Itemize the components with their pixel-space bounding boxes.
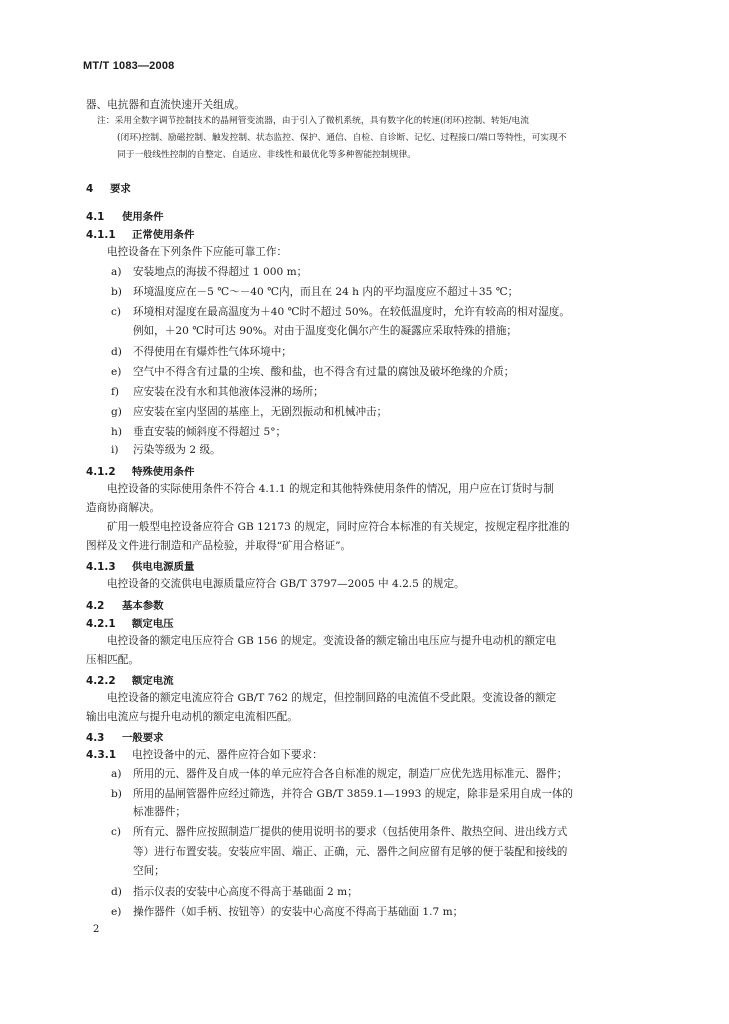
section-4-2-2-heading: 4.2.2 额定电流 xyxy=(86,675,174,687)
paragraph: 图样及文件进行制造和产品检验，并取得“矿用合格证”。 xyxy=(86,540,352,552)
list-item: e) 空气中不得含有过量的尘埃、酸和盐，也不得含有过量的腐蚀及破坏绝缘的介质； xyxy=(111,366,515,378)
list-item: 标准器件； xyxy=(133,806,186,818)
list-item: 空间； xyxy=(133,865,165,877)
list-item: i) 污染等级为 2 级。 xyxy=(111,444,221,456)
paragraph: 电控设备在下列条件下应能可靠工作： xyxy=(107,246,288,258)
paragraph: 矿用一般型电控设备应符合 GB 12173 的规定，同时应符合本标准的有关规定，按规定程序批准的 xyxy=(107,521,570,533)
list-item: e) 操作器件（如手柄、按钮等）的安装中心高度不得高于基础面 1.7 m； xyxy=(111,906,464,918)
section-4-2-1-heading: 4.2.1 额定电压 xyxy=(86,618,174,630)
paragraph: 电控设备的额定电流应符合 GB/T 762 的规定，但控制回路的电流值不受此限。变流设备的额定 xyxy=(107,692,557,704)
note-line: 注：采用全数字调节控制技术的晶闸管变流器，由于引入了微机系统，具有数字化的转速(闭环)控制、转矩/电流 xyxy=(97,116,530,126)
paragraph: 输出电流应与提升电动机的额定电流相匹配。 xyxy=(86,711,298,723)
page-number: 2 xyxy=(93,924,100,935)
continuation-text: 器、电抗器和直流快速开关组成。 xyxy=(86,99,245,111)
list-item: c) 环境相对湿度在最高温度为＋40 ℃时不超过 50%。在较低温度时，允许有较高的相对湿度。 xyxy=(111,306,570,318)
paragraph: 电控设备的实际使用条件不符合 4.1.1 的规定和其他特殊使用条件的情况，用户应在订货时与制 xyxy=(107,483,554,495)
note-line: 同于一般线性控制的自整定、自适应、非线性和最优化等多种智能控制规律。 xyxy=(117,150,417,160)
list-item: h) 垂直安装的倾斜度不得超过 5°； xyxy=(111,426,287,438)
section-4-1-1-heading: 4.1.1 正常使用条件 xyxy=(86,229,195,241)
section-4-heading: 4 要求 xyxy=(86,183,131,195)
list-item: 等）进行布置安装。安装应牢固、端正、正确，元、器件之间应留有足够的便于装配和接线的 xyxy=(133,846,568,858)
list-item: d) 不得使用在有爆炸性气体环境中； xyxy=(111,346,292,358)
standard-code: MT/T 1083—2008 xyxy=(83,60,175,72)
list-item: a) 安装地点的海拔不得超过 1 000 m； xyxy=(111,266,308,278)
paragraph: 造商协商解决。 xyxy=(86,502,161,514)
section-4-3-1-intro: 4.3.1 电控设备中的元、器件应符合如下要求： xyxy=(86,749,323,761)
paragraph: 电控设备的交流供电电源质量应符合 GB/T 3797—2005 中 4.2.5 的规定。 xyxy=(107,578,465,590)
note-line: (闭环)控制、励磁控制、触发控制、状态监控、保护、通信、自检、自诊断、记忆、过程接口/端口等特性，可实现不 xyxy=(117,133,567,143)
section-4-1-heading: 4.1 使用条件 xyxy=(86,211,164,223)
section-4-1-2-heading: 4.1.2 特殊使用条件 xyxy=(86,466,195,478)
paragraph: 压相匹配。 xyxy=(86,654,139,666)
list-item: g) 应安装在室内坚固的基座上，无剧烈振动和机械冲击； xyxy=(111,406,388,418)
section-4-1-3-heading: 4.1.3 供电电源质量 xyxy=(86,561,195,573)
section-4-2-heading: 4.2 基本参数 xyxy=(86,600,164,612)
section-4-3-heading: 4.3 一般要求 xyxy=(86,732,164,744)
paragraph: 电控设备的额定电压应符合 GB 156 的规定。变流设备的额定输出电压应与提升电动机的额定电 xyxy=(107,635,557,647)
list-item: f) 应安装在没有水和其他液体浸淋的场所； xyxy=(111,386,324,398)
list-item: 例如，＋20 ℃时可达 90%。对由于温度变化偶尔产生的凝露应采取特殊的措施； xyxy=(133,325,518,337)
list-item: b) 环境温度应在－5 ℃～－40 ℃内，而且在 24 h 内的平均温度应不超过＋35 ℃； xyxy=(111,286,519,298)
list-item: b) 所用的晶闸管器件应经过筛选，并符合 GB/T 3859.1—1993 的规定，除非是采用自成一体的 xyxy=(111,788,574,800)
list-item: c) 所有元、器件应按照制造厂提供的使用说明书的要求（包括使用条件、散热空间、进出线方式 xyxy=(111,826,568,838)
list-item: a) 所用的元、器件及自成一体的单元应符合各自标准的规定，制造厂应优先选用标准元、器件； xyxy=(111,768,568,780)
list-item: d) 指示仪表的安装中心高度不得高于基础面 2 m； xyxy=(111,886,358,898)
